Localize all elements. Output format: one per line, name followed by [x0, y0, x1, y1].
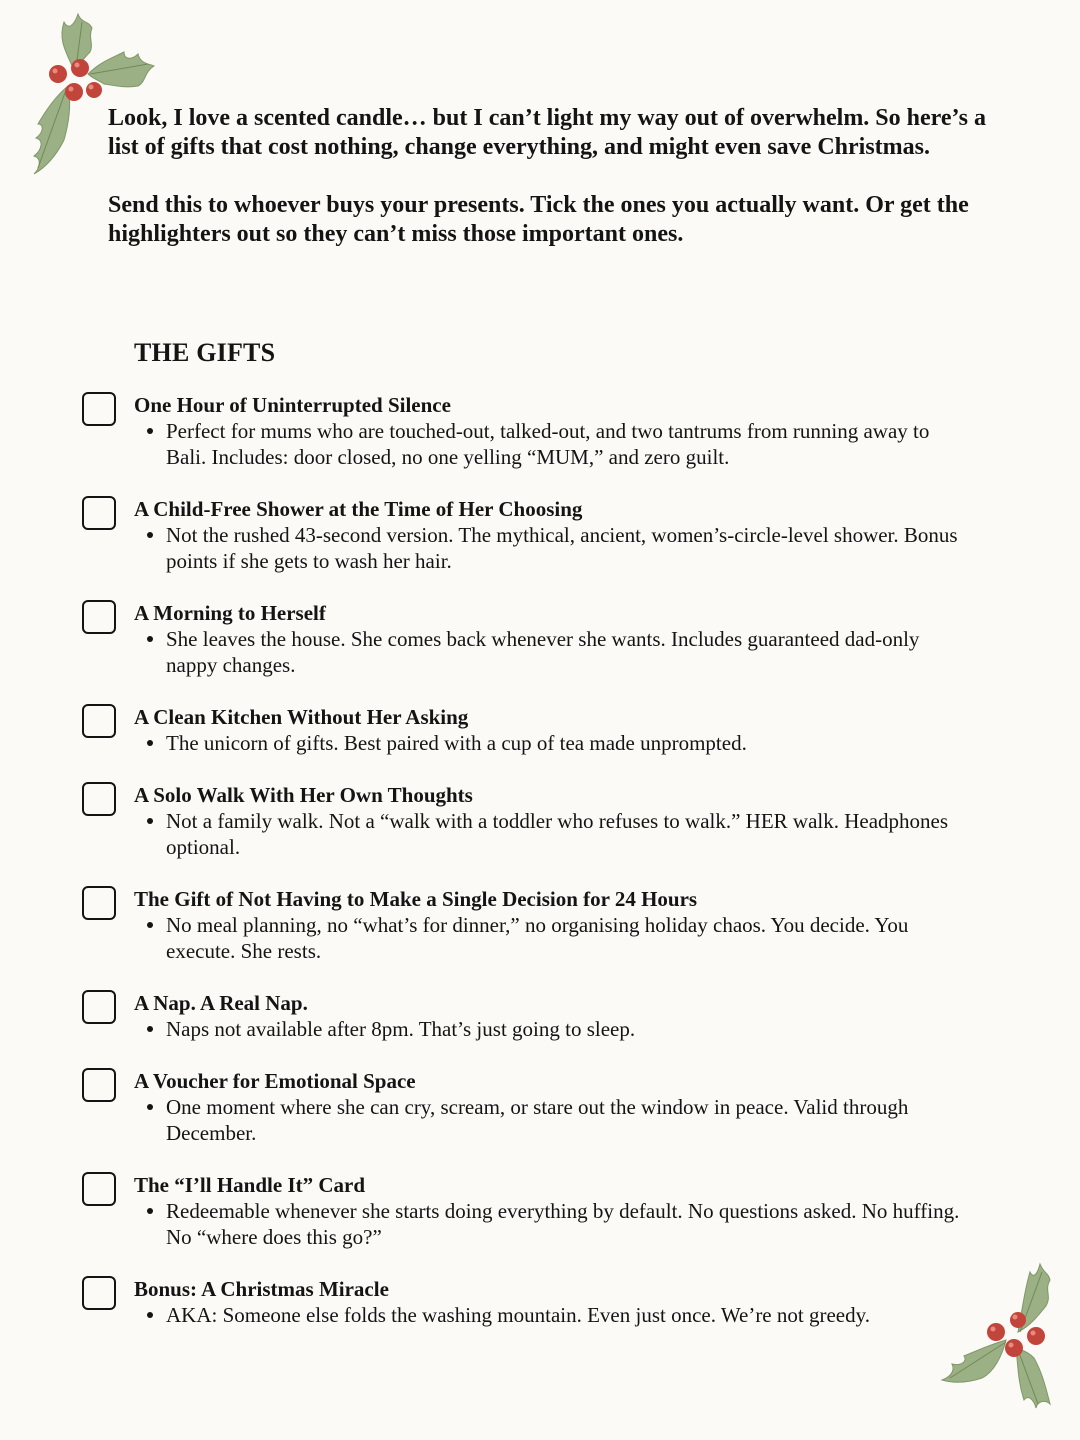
checkbox-icon[interactable] — [82, 704, 116, 738]
checkbox-icon[interactable] — [82, 600, 116, 634]
intro-paragraph-1: Look, I love a scented candle… but I can’t light my way out of overwhelm. So here’s a list of gifts that cost nothing, change everything, and might even save Christmas. — [108, 105, 986, 160]
intro-paragraph-2: Send this to whoever buys your presents. Tick the ones you actually want. Or get the highlighters out so they can’t miss those important ones. — [108, 192, 969, 247]
gift-description: AKA: Someone else folds the washing mountain. Even just once. We’re not greedy. — [166, 1303, 870, 1327]
bullet-icon — [147, 428, 153, 434]
gift-description: Perfect for mums who are touched-out, talked-out, and two tantrums from running away to Bali. Includes: door closed, no one yelling “MUM,” and zero guilt. — [166, 419, 930, 469]
gift-title: A Child-Free Shower at the Time of Her Choosing — [134, 497, 583, 521]
gift-title: The “I’ll Handle It” Card — [134, 1173, 366, 1197]
gift-description: No meal planning, no “what’s for dinner,” no organising holiday chaos. You decide. You execute. She rests. — [166, 913, 909, 963]
gift-description: Redeemable whenever she starts doing everything by default. No questions asked. No huffing. No “where does this go?” — [166, 1199, 960, 1249]
gift-title: A Voucher for Emotional Space — [134, 1069, 416, 1093]
bullet-icon — [147, 1026, 153, 1032]
holly-bottom-icon — [938, 1232, 1068, 1432]
section-title: THE GIFTS — [134, 338, 276, 367]
checkbox-icon[interactable] — [82, 496, 116, 530]
bullet-icon — [147, 532, 153, 538]
checkbox-icon[interactable] — [82, 990, 116, 1024]
gift-title: A Clean Kitchen Without Her Asking — [134, 705, 469, 729]
gift-description: Not a family walk. Not a “walk with a toddler who refuses to walk.” HER walk. Headphones optional. — [166, 809, 949, 859]
checkbox-icon[interactable] — [82, 1276, 116, 1310]
bullet-icon — [147, 740, 153, 746]
checkbox-icon[interactable] — [82, 1172, 116, 1206]
gift-description: Not the rushed 43-second version. The mythical, ancient, women’s-circle-level shower. Bonus points if she gets to wash her hair. — [166, 523, 958, 573]
bullet-icon — [147, 1312, 153, 1318]
checkbox-icon[interactable] — [82, 886, 116, 920]
gift-description: Naps not available after 8pm. That’s just going to sleep. — [166, 1017, 636, 1041]
gift-title: A Morning to Herself — [134, 601, 326, 625]
bullet-icon — [147, 1208, 153, 1214]
gift-title: The Gift of Not Having to Make a Single Decision for 24 Hours — [134, 887, 698, 911]
bullet-icon — [147, 818, 153, 824]
bullet-icon — [147, 922, 153, 928]
checkbox-icon[interactable] — [82, 392, 116, 426]
gift-title: One Hour of Uninterrupted Silence — [134, 393, 451, 417]
bullet-icon — [147, 636, 153, 642]
gift-description: She leaves the house. She comes back whenever she wants. Includes guaranteed dad-only nappy changes. — [166, 627, 920, 677]
gift-title: A Solo Walk With Her Own Thoughts — [134, 783, 473, 807]
checkbox-icon[interactable] — [82, 782, 116, 816]
gift-title: A Nap. A Real Nap. — [134, 991, 308, 1015]
intro-text — [108, 104, 988, 249]
gift-description: One moment where she can cry, scream, or stare out the window in peace. Valid through December. — [166, 1095, 909, 1145]
gift-title: Bonus: A Christmas Miracle — [134, 1277, 389, 1301]
bullet-icon — [147, 1104, 153, 1110]
checkbox-icon[interactable] — [82, 1068, 116, 1102]
gift-description: The unicorn of gifts. Best paired with a cup of tea made unprompted. — [166, 731, 747, 755]
